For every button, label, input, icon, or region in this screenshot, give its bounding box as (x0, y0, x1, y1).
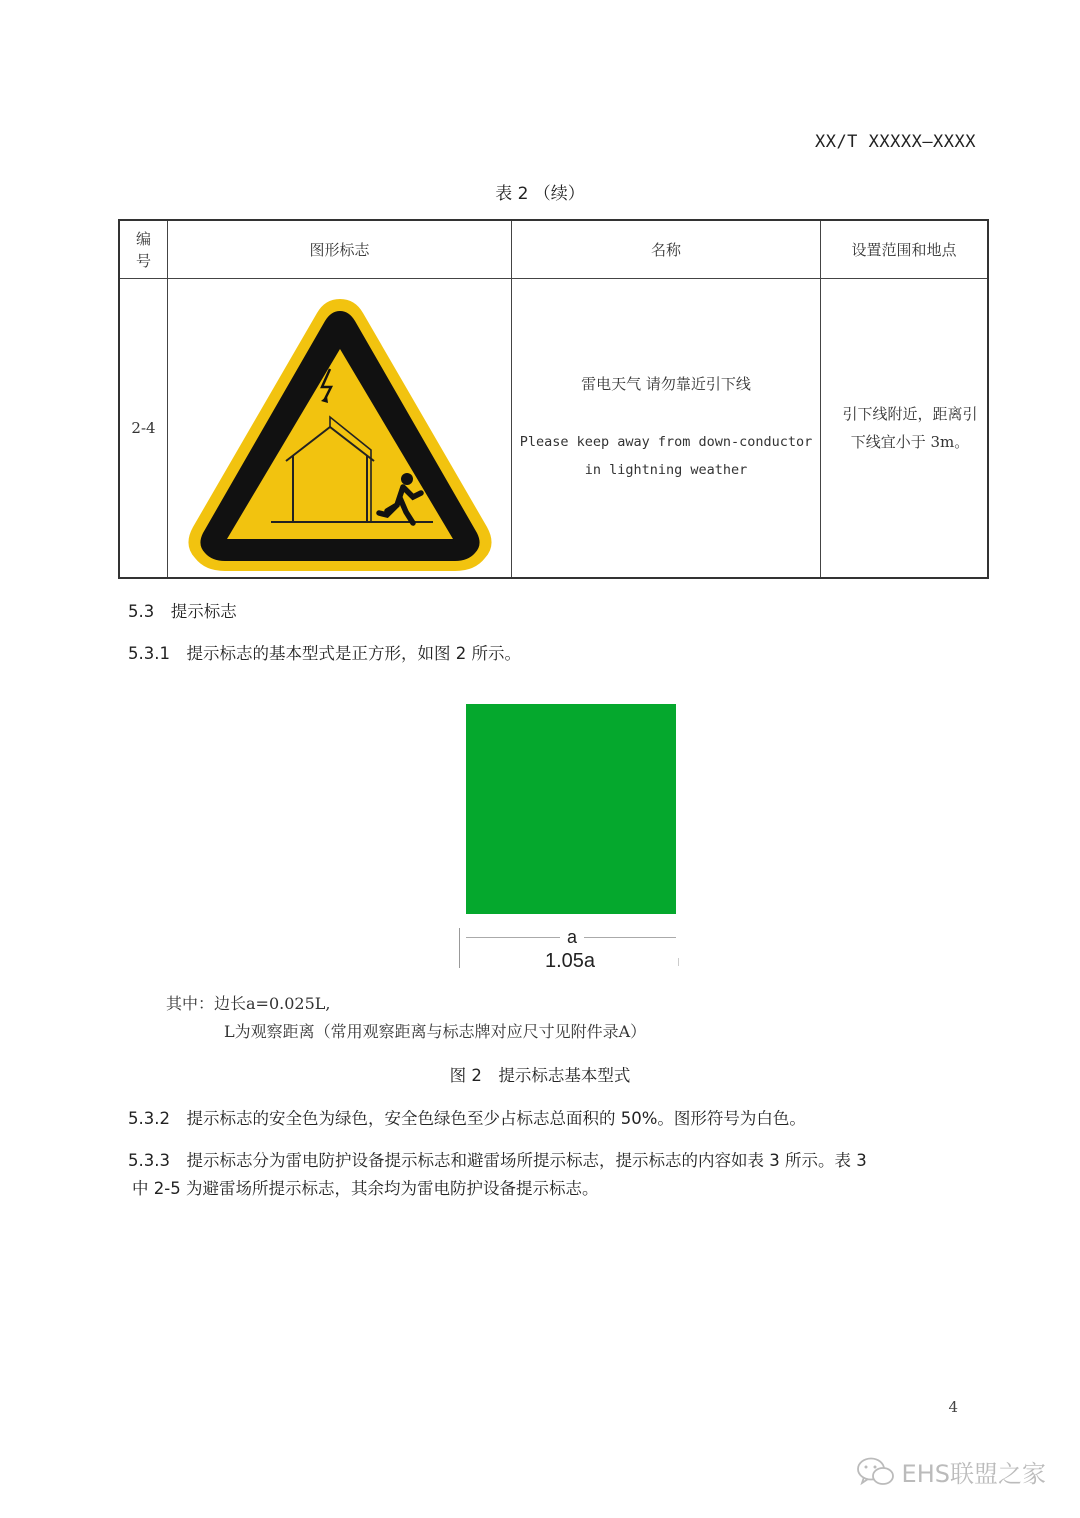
row-no: 2-4 (131, 419, 156, 437)
row-name (512, 279, 820, 577)
paragraph-5-3-3-line2: 中 2-5 为避雷场所提示标志，其余均为雷电防护设备提示标志。 (132, 1179, 599, 1198)
figure-caption: 图 2 提示标志基本型式 (449, 1066, 631, 1085)
sign-table (118, 219, 989, 579)
figure-note-line1: 其中：边长a=0.025L, (166, 994, 331, 1013)
table-caption: 表 2 （续） (495, 184, 585, 204)
paragraph-5-3-1: 5.3.1 提示标志的基本型式是正方形，如图 2 所示。 (128, 644, 521, 663)
wechat-icon (856, 1456, 896, 1488)
dimension-label-outer: 1.05a (544, 950, 596, 972)
location-line2: 下线宜小于 3m。 (850, 433, 970, 451)
figure-note-line2: L为观察距离（常用观察距离与标志牌对应尺寸见附件录A） (224, 1022, 647, 1041)
sign-name-en-line2: in lightning weather (584, 461, 748, 478)
header-no-char1: 编 (135, 229, 151, 248)
sign-name-zh: 雷电天气 请勿靠近引下线 (581, 374, 751, 393)
dimension-label-a: a (560, 927, 584, 948)
watermark (856, 1454, 1046, 1489)
paragraph-5-3-3-line1: 5.3.3 提示标志分为雷电防护设备提示标志和避雷场所提示标志，提示标志的内容如表 3 所示。表 3 (128, 1151, 867, 1170)
dimension-tick (678, 958, 679, 966)
sign-cell (168, 279, 511, 577)
header-name: 名称 (650, 241, 681, 259)
row-location (821, 279, 999, 577)
location-line1: 引下线附近，距离引 (842, 405, 978, 423)
lightning-house-warning-icon (175, 283, 505, 573)
sign-name-en-line1: Please keep away from down-conductor (519, 433, 813, 450)
header-no-char2: 号 (135, 251, 151, 270)
document-code: XX/T XXXXX—XXXX (814, 132, 976, 152)
header-location: 设置范围和地点 (851, 241, 957, 259)
watermark-text: EHS联盟之家 (901, 1460, 1046, 1488)
dimension-tick (459, 928, 460, 968)
header-no (120, 221, 167, 278)
header-graphic: 图形标志 (309, 241, 370, 259)
green-square-figure (466, 704, 676, 914)
section-heading-5-3: 5.3 提示标志 (128, 602, 237, 621)
paragraph-5-3-2: 5.3.2 提示标志的安全色为绿色，安全色绿色至少占标志总面积的 50%。图形符号为白色。 (128, 1109, 806, 1128)
page-number: 4 (948, 1398, 958, 1416)
